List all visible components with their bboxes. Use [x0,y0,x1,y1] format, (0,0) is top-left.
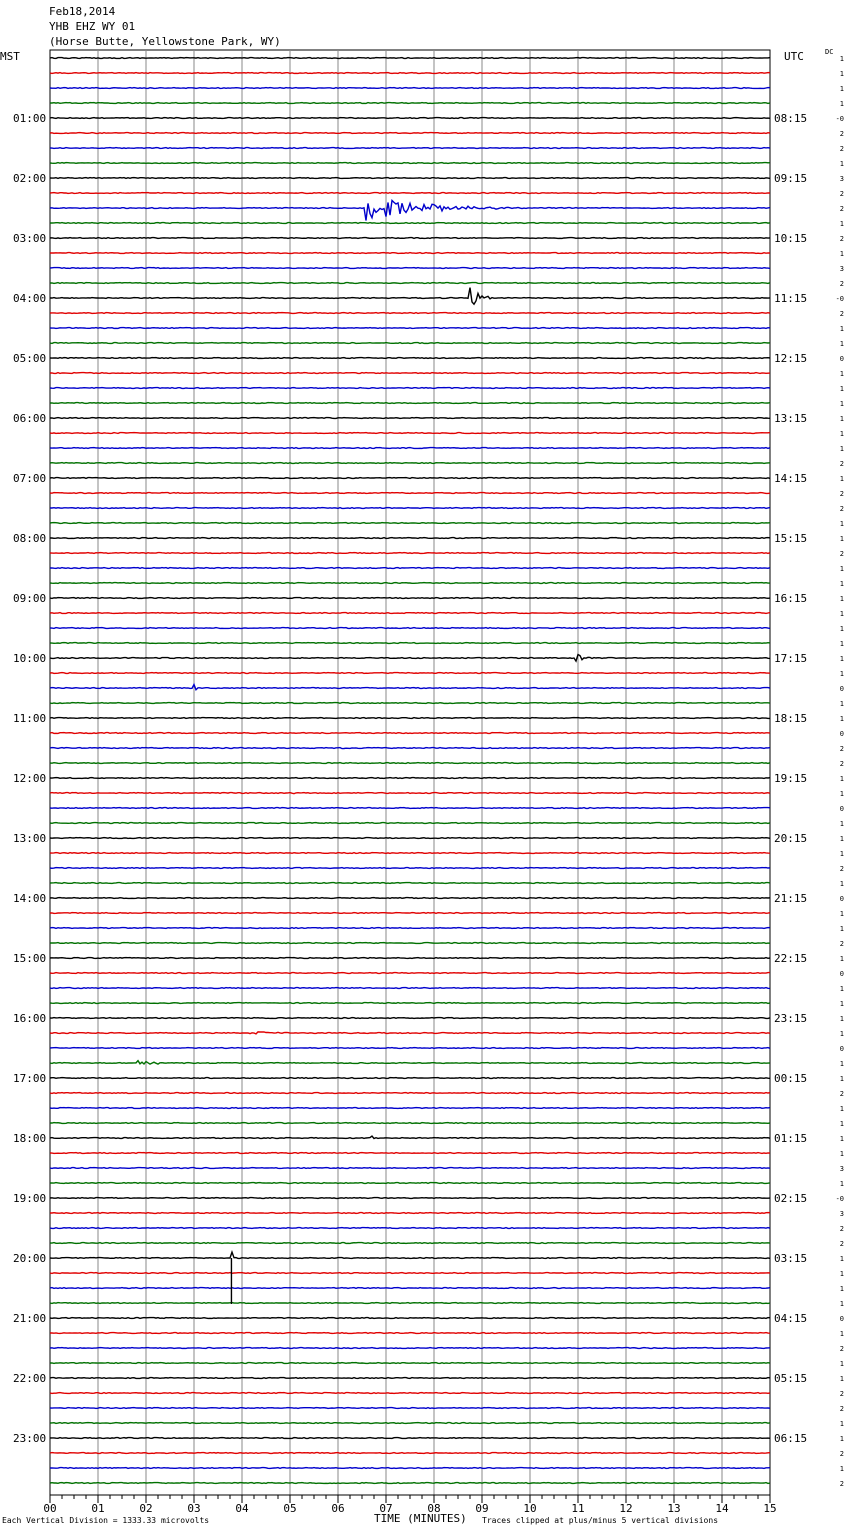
dc-value: 0 [839,895,844,903]
seismic-trace [50,163,770,164]
seismic-trace [50,193,770,194]
seismic-trace [50,268,770,269]
mst-hour-label: 11:00 [13,712,47,725]
dc-value: 1 [839,1120,844,1128]
seismic-trace [50,328,770,329]
seismic-trace [50,1048,770,1049]
seismic-trace [50,1213,770,1214]
seismic-trace [50,598,770,599]
utc-hour-label: 01:15 [774,1132,808,1145]
dc-value: 2 [839,745,844,753]
seismic-trace [50,1423,770,1424]
dc-value: 1 [839,1000,844,1008]
seismic-trace [50,283,770,284]
seismic-trace [50,898,770,899]
seismic-trace [50,1333,770,1334]
x-tick-label: 15 [763,1502,777,1515]
dc-value: 2 [839,235,844,243]
dc-value: 1 [839,1105,844,1113]
mst-hour-label: 18:00 [13,1132,47,1145]
dc-value: 1 [839,1285,844,1293]
seismic-trace [50,823,770,824]
seismic-trace [50,201,770,221]
dc-value: 1 [839,1075,844,1083]
dc-value: 2 [839,1345,844,1353]
seismic-trace [50,1003,770,1004]
mst-hour-label: 14:00 [13,892,47,905]
seismic-trace [50,1243,770,1244]
mst-hour-label: 01:00 [13,112,47,125]
dc-value: 0 [839,730,844,738]
x-tick-label: 02 [139,1502,153,1515]
dc-value: 1 [839,715,844,723]
dc-value: 1 [839,1135,844,1143]
seismic-trace [50,1468,770,1469]
seismic-trace [50,1061,770,1064]
utc-hour-label: 12:15 [774,352,808,365]
seismic-trace [50,1183,770,1184]
seismic-trace [50,973,770,974]
dc-value: 1 [839,640,844,648]
seismic-trace [50,988,770,989]
seismic-trace [50,928,770,929]
seismic-trace [50,1273,770,1274]
dc-value: 1 [839,1015,844,1023]
x-tick-label: 12 [619,1502,633,1515]
dc-value: 2 [839,205,844,213]
dc-value: 1 [839,220,844,228]
seismic-trace [50,1348,770,1349]
mst-hour-label: 21:00 [13,1312,47,1325]
seismic-trace [50,388,770,389]
utc-hour-label: 09:15 [774,172,808,185]
clip-note: Traces clipped at plus/minus 5 vertical divisions [482,1516,719,1525]
seismic-trace [50,343,770,344]
seismic-trace [50,1093,770,1094]
dc-value: 1 [839,1435,844,1443]
seismic-trace [50,883,770,884]
dc-value: 2 [839,1405,844,1413]
seismic-trace [50,1078,770,1079]
dc-value: 1 [839,700,844,708]
utc-hour-label: 20:15 [774,832,808,845]
seismic-trace [50,1303,770,1304]
seismic-trace [50,1168,770,1169]
seismic-trace [50,1108,770,1109]
seismic-trace [50,793,770,794]
mst-axis-label: MST [0,50,20,63]
utc-axis-label: UTC [784,50,804,63]
dc-value: 1 [839,100,844,108]
utc-hour-label: 10:15 [774,232,808,245]
dc-value: 1 [839,625,844,633]
dc-value: 2 [839,505,844,513]
seismic-trace [50,568,770,569]
seismic-trace [50,148,770,149]
mst-hour-label: 23:00 [13,1432,47,1445]
dc-value: 1 [839,595,844,603]
seismic-trace [50,1483,770,1484]
dc-value: 1 [839,370,844,378]
dc-value: 2 [839,190,844,198]
dc-value: 1 [839,580,844,588]
seismic-trace [50,538,770,539]
dc-value: 1 [839,835,844,843]
seismic-trace [50,88,770,89]
seismic-trace [50,748,770,749]
dc-value: 2 [839,760,844,768]
x-tick-label: 01 [91,1502,105,1515]
dc-value: 2 [839,1225,844,1233]
dc-value: 1 [839,520,844,528]
x-tick-label: 03 [187,1502,201,1515]
mst-hour-label: 13:00 [13,832,47,845]
dc-value: 2 [839,1240,844,1248]
dc-value: 2 [839,280,844,288]
utc-hour-label: 11:15 [774,292,808,305]
mst-hour-label: 04:00 [13,292,47,305]
dc-value: 1 [839,160,844,168]
mst-hour-label: 03:00 [13,232,47,245]
dc-value: 1 [839,955,844,963]
seismic-trace [50,685,770,690]
dc-value: 3 [839,175,844,183]
mst-hour-label: 06:00 [13,412,47,425]
dc-value: -0 [835,1195,844,1203]
dc-value: 1 [839,1150,844,1158]
seismic-trace [50,853,770,854]
x-tick-label: 04 [235,1502,249,1515]
seismic-trace [50,1123,770,1124]
mst-hour-label: 15:00 [13,952,47,965]
dc-value: 2 [839,1090,844,1098]
dc-value: -0 [835,295,844,303]
mst-hour-label: 19:00 [13,1192,47,1205]
x-tick-label: 09 [475,1502,489,1515]
dc-value: 1 [839,820,844,828]
utc-hour-label: 15:15 [774,532,808,545]
dc-value: -0 [835,115,844,123]
dc-value: 1 [839,985,844,993]
utc-hour-label: 00:15 [774,1072,808,1085]
dc-value: 0 [839,685,844,693]
seismic-trace [50,1408,770,1409]
dc-value: 1 [839,850,844,858]
seismic-trace [50,1032,770,1034]
dc-value: 1 [839,1180,844,1188]
seismic-trace [50,655,770,662]
seismic-trace [50,1198,770,1199]
dc-value: 2 [839,130,844,138]
location-label: (Horse Butte, Yellowstone Park, WY) [49,35,281,48]
dc-value: 1 [839,1420,844,1428]
seismic-trace [50,493,770,494]
dc-value: 0 [839,1045,844,1053]
dc-value: 1 [839,1330,844,1338]
seismic-trace [50,868,770,869]
dc-value: 0 [839,1315,844,1323]
seismic-trace [50,478,770,479]
dc-value: 1 [839,1360,844,1368]
seismic-trace [50,583,770,584]
utc-hour-label: 14:15 [774,472,808,485]
seismic-trace [50,508,770,509]
x-tick-label: 11 [571,1502,585,1515]
seismic-trace [50,673,770,674]
seismic-trace [50,643,770,644]
utc-hour-label: 08:15 [774,112,808,125]
mst-hour-label: 08:00 [13,532,47,545]
dc-label: DC [825,48,834,56]
dc-value: 1 [839,1375,844,1383]
mst-hour-label: 16:00 [13,1012,47,1025]
seismic-trace [50,1153,770,1154]
dc-value: 1 [839,1270,844,1278]
seismic-trace [50,943,770,944]
utc-hour-label: 06:15 [774,1432,808,1445]
dc-value: 2 [839,310,844,318]
mst-hour-label: 02:00 [13,172,47,185]
dc-value: 2 [839,1450,844,1458]
seismic-trace [50,58,770,59]
dc-value: 1 [839,85,844,93]
mst-hour-label: 12:00 [13,772,47,785]
seismic-trace [50,808,770,809]
dc-value: 2 [839,490,844,498]
mst-hour-label: 17:00 [13,1072,47,1085]
date-label: Feb18,2014 [49,5,116,18]
seismic-trace [50,763,770,764]
seismic-trace [50,613,770,614]
utc-hour-label: 16:15 [774,592,808,605]
seismic-trace [50,313,770,314]
dc-value: 1 [839,1465,844,1473]
dc-value: 3 [839,265,844,273]
seismic-trace [50,958,770,959]
dc-value: 1 [839,565,844,573]
mst-hour-label: 10:00 [13,652,47,665]
seismic-trace [50,418,770,419]
utc-hour-label: 18:15 [774,712,808,725]
mst-hour-label: 09:00 [13,592,47,605]
seismic-trace [50,838,770,839]
seismic-trace [50,403,770,404]
dc-value: 2 [839,550,844,558]
dc-value: 1 [839,325,844,333]
dc-value: 1 [839,250,844,258]
seismic-trace [50,238,770,239]
dc-value: 1 [839,1060,844,1068]
seismic-trace [50,703,770,704]
dc-value: 1 [839,610,844,618]
seismic-trace [50,1288,770,1289]
x-tick-label: 10 [523,1502,537,1515]
utc-hour-label: 21:15 [774,892,808,905]
mst-hour-label: 05:00 [13,352,47,365]
dc-value: 3 [839,1210,844,1218]
seismic-trace [50,178,770,179]
x-tick-label: 14 [715,1502,729,1515]
dc-value: 1 [839,475,844,483]
utc-hour-label: 13:15 [774,412,808,425]
seismic-trace [50,1453,770,1454]
seismic-trace [50,778,770,779]
utc-hour-label: 04:15 [774,1312,808,1325]
scale-note: Each Vertical Division = 1333.33 microvolts [2,1516,210,1525]
seismic-trace [50,373,770,374]
dc-value: 1 [839,70,844,78]
dc-value: 2 [839,1480,844,1488]
x-tick-label: 07 [379,1502,393,1515]
seismic-trace [50,133,770,134]
x-tick-label: 13 [667,1502,681,1515]
dc-value: 2 [839,940,844,948]
dc-value: 0 [839,355,844,363]
seismic-trace [50,103,770,104]
dc-value: 1 [839,910,844,918]
utc-hour-label: 05:15 [774,1372,808,1385]
dc-value: 1 [839,385,844,393]
seismic-trace [50,1228,770,1229]
seismic-trace [50,523,770,524]
x-tick-label: 08 [427,1502,441,1515]
seismic-trace [50,1393,770,1394]
seismic-trace [50,1018,770,1019]
seismic-trace [50,553,770,554]
dc-value: 1 [839,775,844,783]
seismic-trace [50,718,770,719]
seismic-trace [50,253,770,254]
dc-value: 2 [839,865,844,873]
seismic-trace [50,1318,770,1319]
seismic-trace [50,433,770,434]
seismic-trace [50,733,770,734]
dc-value: 1 [839,1255,844,1263]
dc-value: 1 [839,880,844,888]
utc-hour-label: 03:15 [774,1252,808,1265]
seismic-trace [50,73,770,74]
dc-value: 1 [839,415,844,423]
x-tick-label: 06 [331,1502,345,1515]
utc-hour-label: 17:15 [774,652,808,665]
seismic-trace [50,463,770,464]
mst-hour-label: 22:00 [13,1372,47,1385]
x-tick-label: 00 [43,1502,57,1515]
seismic-trace [50,1252,770,1258]
dc-value: 0 [839,970,844,978]
dc-value: 2 [839,1390,844,1398]
seismic-trace [50,358,770,359]
utc-hour-label: 23:15 [774,1012,808,1025]
x-axis-title: TIME (MINUTES) [374,1512,467,1525]
seismic-trace [50,288,770,305]
station-label: YHB EHZ WY 01 [49,20,136,33]
dc-value: 1 [839,1030,844,1038]
seismic-trace [50,913,770,914]
seismic-trace [50,1136,770,1138]
dc-value: 1 [839,340,844,348]
mst-hour-label: 07:00 [13,472,47,485]
seismic-trace [50,118,770,119]
dc-value: 1 [839,445,844,453]
seismic-trace [50,1363,770,1364]
dc-value: 1 [839,925,844,933]
dc-value: 1 [839,430,844,438]
dc-value: 1 [839,400,844,408]
utc-hour-label: 02:15 [774,1192,808,1205]
seismic-trace [50,628,770,629]
dc-value: 1 [839,655,844,663]
seismic-trace [50,1438,770,1439]
dc-value: 2 [839,145,844,153]
dc-value: 2 [839,460,844,468]
dc-value: 1 [839,1300,844,1308]
x-tick-label: 05 [283,1502,297,1515]
dc-value: 1 [839,535,844,543]
dc-value: 1 [839,790,844,798]
plot-frame [50,50,770,1495]
seismic-trace [50,1378,770,1379]
utc-hour-label: 19:15 [774,772,808,785]
mst-hour-label: 20:00 [13,1252,47,1265]
dc-value: 0 [839,805,844,813]
utc-hour-label: 22:15 [774,952,808,965]
seismic-trace [50,223,770,224]
dc-value: 3 [839,1165,844,1173]
seismic-trace [50,448,770,449]
dc-value: 1 [839,55,844,63]
dc-value: 1 [839,670,844,678]
